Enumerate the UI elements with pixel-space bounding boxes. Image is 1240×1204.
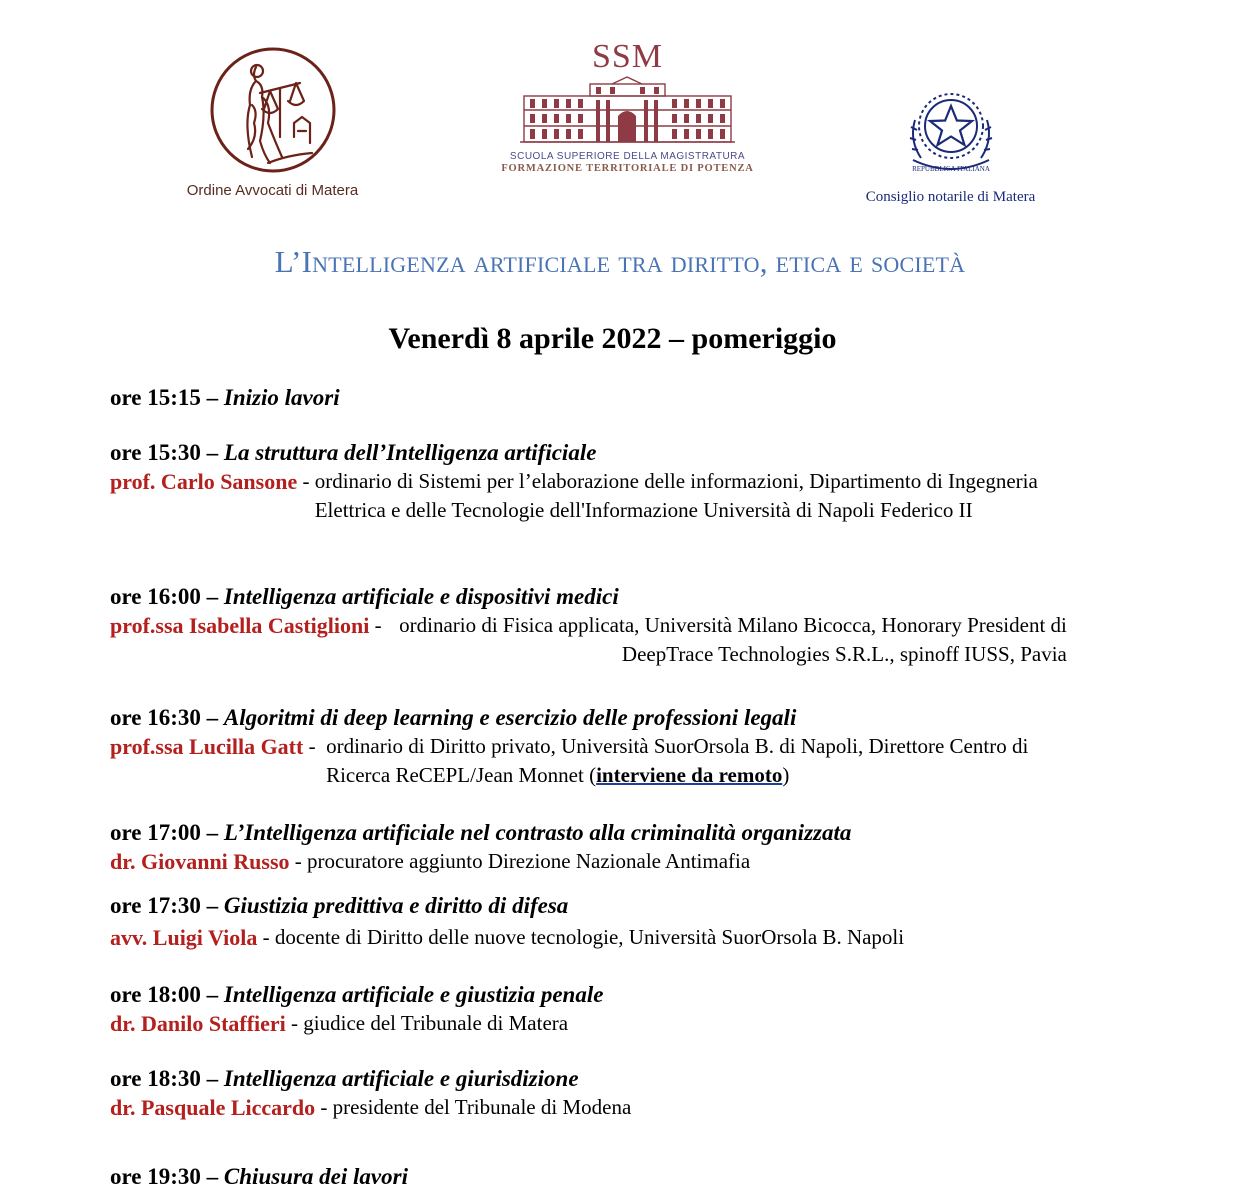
speaker-separator: -: [297, 469, 315, 493]
speaker-role-end: ): [782, 763, 790, 787]
speaker-separator: -: [369, 613, 387, 637]
ssm-territorial-training: FORMAZIONE TERRITORIALE DI POTENZA: [501, 163, 754, 174]
speaker-separator: -: [315, 1095, 333, 1119]
speaker-separator: -: [303, 734, 327, 758]
program-slot-1700: [110, 818, 1190, 876]
slot-time: ore 17:30 –: [110, 893, 219, 918]
speaker-name: prof.ssa Isabella Castiglioni: [110, 613, 370, 638]
consiglio-notarile-logo: [838, 80, 1063, 206]
ssm-school-name: SCUOLA SUPERIORE DELLA MAGISTRATURA: [509, 151, 746, 162]
speaker-name: dr. Giovanni Russo: [110, 849, 290, 874]
consiglio-notarile-caption: Consiglio notarile di Matera: [865, 189, 1036, 205]
slot-topic: Intelligenza artificiale e dispositivi medici: [223, 584, 619, 609]
program-slot-1930: [110, 1162, 1190, 1191]
speaker-role: giudice del Tribunale di Matera: [303, 1011, 569, 1035]
ordine-avvocati-caption: Ordine Avvocati di Matera: [186, 182, 359, 199]
speaker-role: ordinario di Diritto privato, Università SuorOrsola B. di Napoli, Direttore Centro di Ricerca ReCEPL/Jean Monnet (: [326, 734, 1029, 787]
program-slot-1530: [110, 438, 1190, 525]
slot-topic: Inizio lavori: [223, 385, 340, 410]
slot-topic: L’Intelligenza artificiale nel contrasto alla criminalità organizzata: [223, 820, 852, 845]
program-slot-1800: [110, 980, 1190, 1038]
speaker-separator: -: [257, 925, 275, 949]
slot-topic: Intelligenza artificiale e giurisdizione: [223, 1066, 579, 1091]
speaker-role: presidente del Tribunale di Modena: [332, 1095, 632, 1119]
program-slot-1730: [110, 891, 1190, 952]
program-slot-1600: [110, 582, 1190, 669]
speaker-role: ordinario di Sistemi per l’elaborazione delle informazioni, Dipartimento di Ingegneria Elettrica e delle Tecnologie dell'Informazione Università di Napoli Federico II: [314, 469, 1038, 522]
justice-emblem-icon: [208, 45, 338, 175]
program-slot-1830: [110, 1064, 1190, 1122]
slot-time: ore 15:30 –: [110, 440, 219, 465]
slot-topic: Intelligenza artificiale e giustizia penale: [223, 982, 604, 1007]
speaker-name: avv. Luigi Viola: [110, 925, 258, 950]
speaker-name: prof.ssa Lucilla Gatt: [110, 734, 304, 759]
speaker-role: ordinario di Fisica applicata, Università Milano Bicocca, Honorary President di DeepTrace Technologies S.R.L., spinoff IUSS, Pavia: [399, 613, 1067, 666]
slot-time: ore 18:30 –: [110, 1066, 219, 1091]
remote-participation-link[interactable]: interviene da remoto: [596, 763, 783, 787]
speaker-name: dr. Pasquale Liccardo: [110, 1095, 316, 1120]
speaker-name: dr. Danilo Staffieri: [110, 1011, 286, 1036]
speaker-separator: -: [285, 1011, 304, 1035]
ssm-logo: [490, 40, 765, 174]
seal-text: REPUBBLICA ITALIANA: [911, 165, 990, 173]
slot-time: ore 16:00 –: [110, 584, 219, 609]
slot-time: ore 16:30 –: [110, 705, 219, 730]
slot-time: ore 19:30 –: [110, 1164, 219, 1189]
program-slot-1630: [110, 703, 1190, 790]
republic-emblem-icon: [899, 80, 1003, 180]
slot-time: ore 15:15 –: [110, 385, 219, 410]
speaker-name: prof. Carlo Sansone: [110, 469, 298, 494]
event-title: L’Intelligenza artificiale tra diritto, etica e società: [274, 244, 966, 279]
slot-time: ore 17:00 –: [110, 820, 219, 845]
speaker-role: docente di Diritto delle nuove tecnologie, Università SuorOrsola B. Napoli: [274, 925, 905, 949]
program-slot-1515: [110, 383, 1190, 412]
speaker-role: procuratore aggiunto Direzione Nazionale Antimafia: [307, 849, 751, 873]
slot-time: ore 18:00 –: [110, 982, 219, 1007]
slot-topic: Giustizia predittiva e diritto di difesa: [223, 893, 569, 918]
ordine-avvocati-logo: [170, 45, 375, 199]
slot-topic: Algoritmi di deep learning e esercizio delle professioni legali: [223, 705, 797, 730]
speaker-separator: -: [289, 849, 308, 873]
palace-building-icon: [520, 76, 735, 144]
ssm-letters: SSM: [591, 38, 664, 75]
slot-topic: Chiusura dei lavori: [223, 1164, 408, 1189]
event-date: Venerdì 8 aprile 2022 – pomeriggio: [388, 322, 837, 355]
slot-topic: La struttura dell’Intelligenza artificiale: [223, 440, 597, 465]
